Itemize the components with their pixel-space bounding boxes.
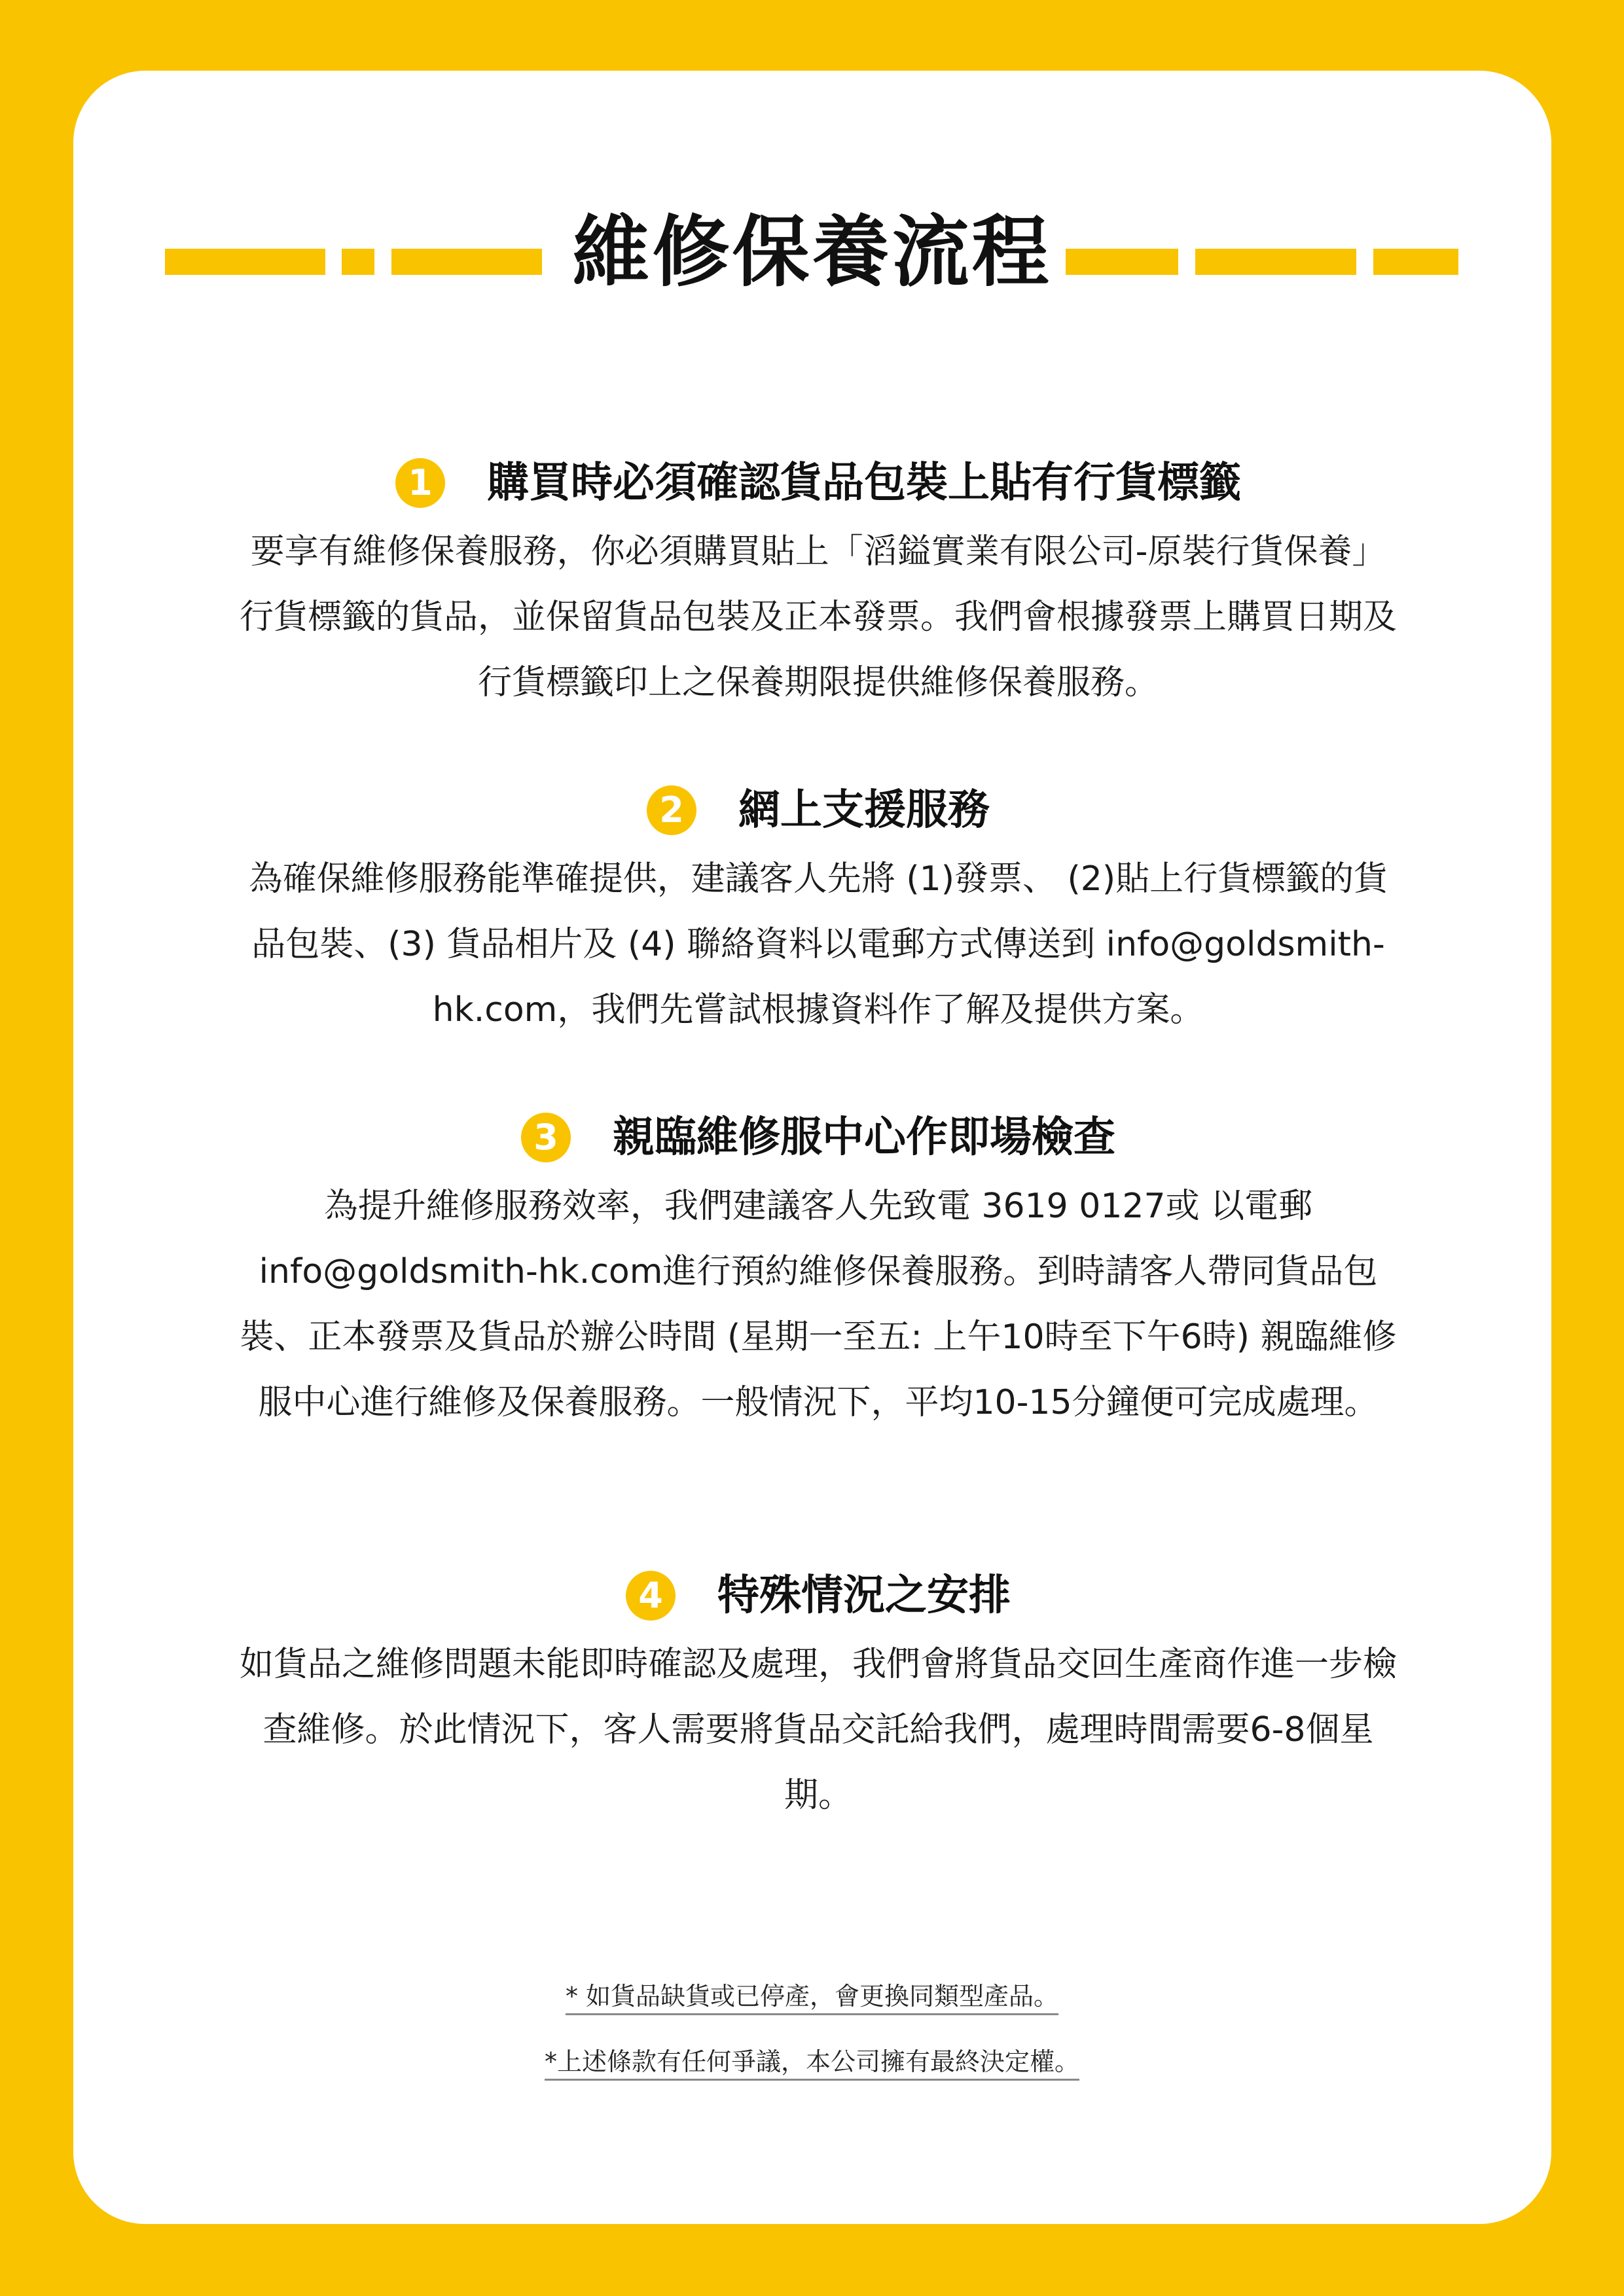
footnote-1 — [0, 1977, 1624, 2016]
section-title: 特殊情況之安排 — [717, 1571, 1011, 1620]
section-body: 要享有維修保養服務，你必須購買貼上「滔鎰實業有限公司-原裝行貨保養」行貨標籤的貨品，並保留貨品包裝及正本發票。我們會根據發票上購買日期及行貨標籤印上之保養期限提供維修保養服務。 — [239, 532, 1397, 702]
page-title: 維修保養流程 — [572, 207, 1052, 297]
number-badge-icon: 2 — [647, 785, 696, 835]
section-3 — [236, 1102, 1401, 1435]
number-badge-icon: 4 — [626, 1571, 676, 1621]
section-body: 為確保維修服務能準確提供，建議客人先將 (1)發票、 (2)貼上行貨標籤的貨品包裝、(3) 貨品相片及 (4) 聯絡資料以電郵方式傳送到 info@goldsmith-hk.com，我們先嘗試根據資料作了解及提供方案。 — [248, 859, 1388, 1030]
section-2 — [236, 774, 1401, 1043]
footnote-text: * 如貨品缺貨或已停產，會更換同類型產品。 — [566, 1982, 1058, 2015]
footnote-text: *上述條款有任何爭議，本公司擁有最終決定權。 — [545, 2047, 1079, 2081]
section-body: 為提升維修服務效率，我們建議客人先致電 3619 0127或 以電郵 info@goldsmith-hk.com進行預約維修保養服務。到時請客人帶同貨品包裝、正本發票及貨品於辦公時間 (星期一至五: 上午10時至下午6時) 親臨維修服中心進行維修及保養服務。一般情況下，平均10-15分鐘便可完成處理。 — [240, 1187, 1397, 1422]
section-1 — [236, 447, 1401, 715]
section-title: 親臨維修服中心作即場檢查 — [613, 1113, 1115, 1162]
section-heading — [236, 774, 1401, 846]
number-badge-icon: 3 — [521, 1113, 571, 1162]
section-heading — [236, 1102, 1401, 1174]
section-4 — [236, 1560, 1401, 1828]
section-title: 購買時必須確認貨品包裝上貼有行貨標籤 — [487, 459, 1241, 507]
section-heading — [236, 447, 1401, 519]
number-badge-icon: 1 — [395, 458, 445, 508]
section-body: 如貨品之維修問題未能即時確認及處理，我們會將貨品交回生產商作進一步檢查維修。於此情況下，客人需要將貨品交託給我們，處理時間需要6-8個星期。 — [239, 1645, 1397, 1815]
section-title: 網上支援服務 — [738, 786, 990, 834]
footnote-2 — [0, 2042, 1624, 2081]
section-heading — [236, 1560, 1401, 1632]
